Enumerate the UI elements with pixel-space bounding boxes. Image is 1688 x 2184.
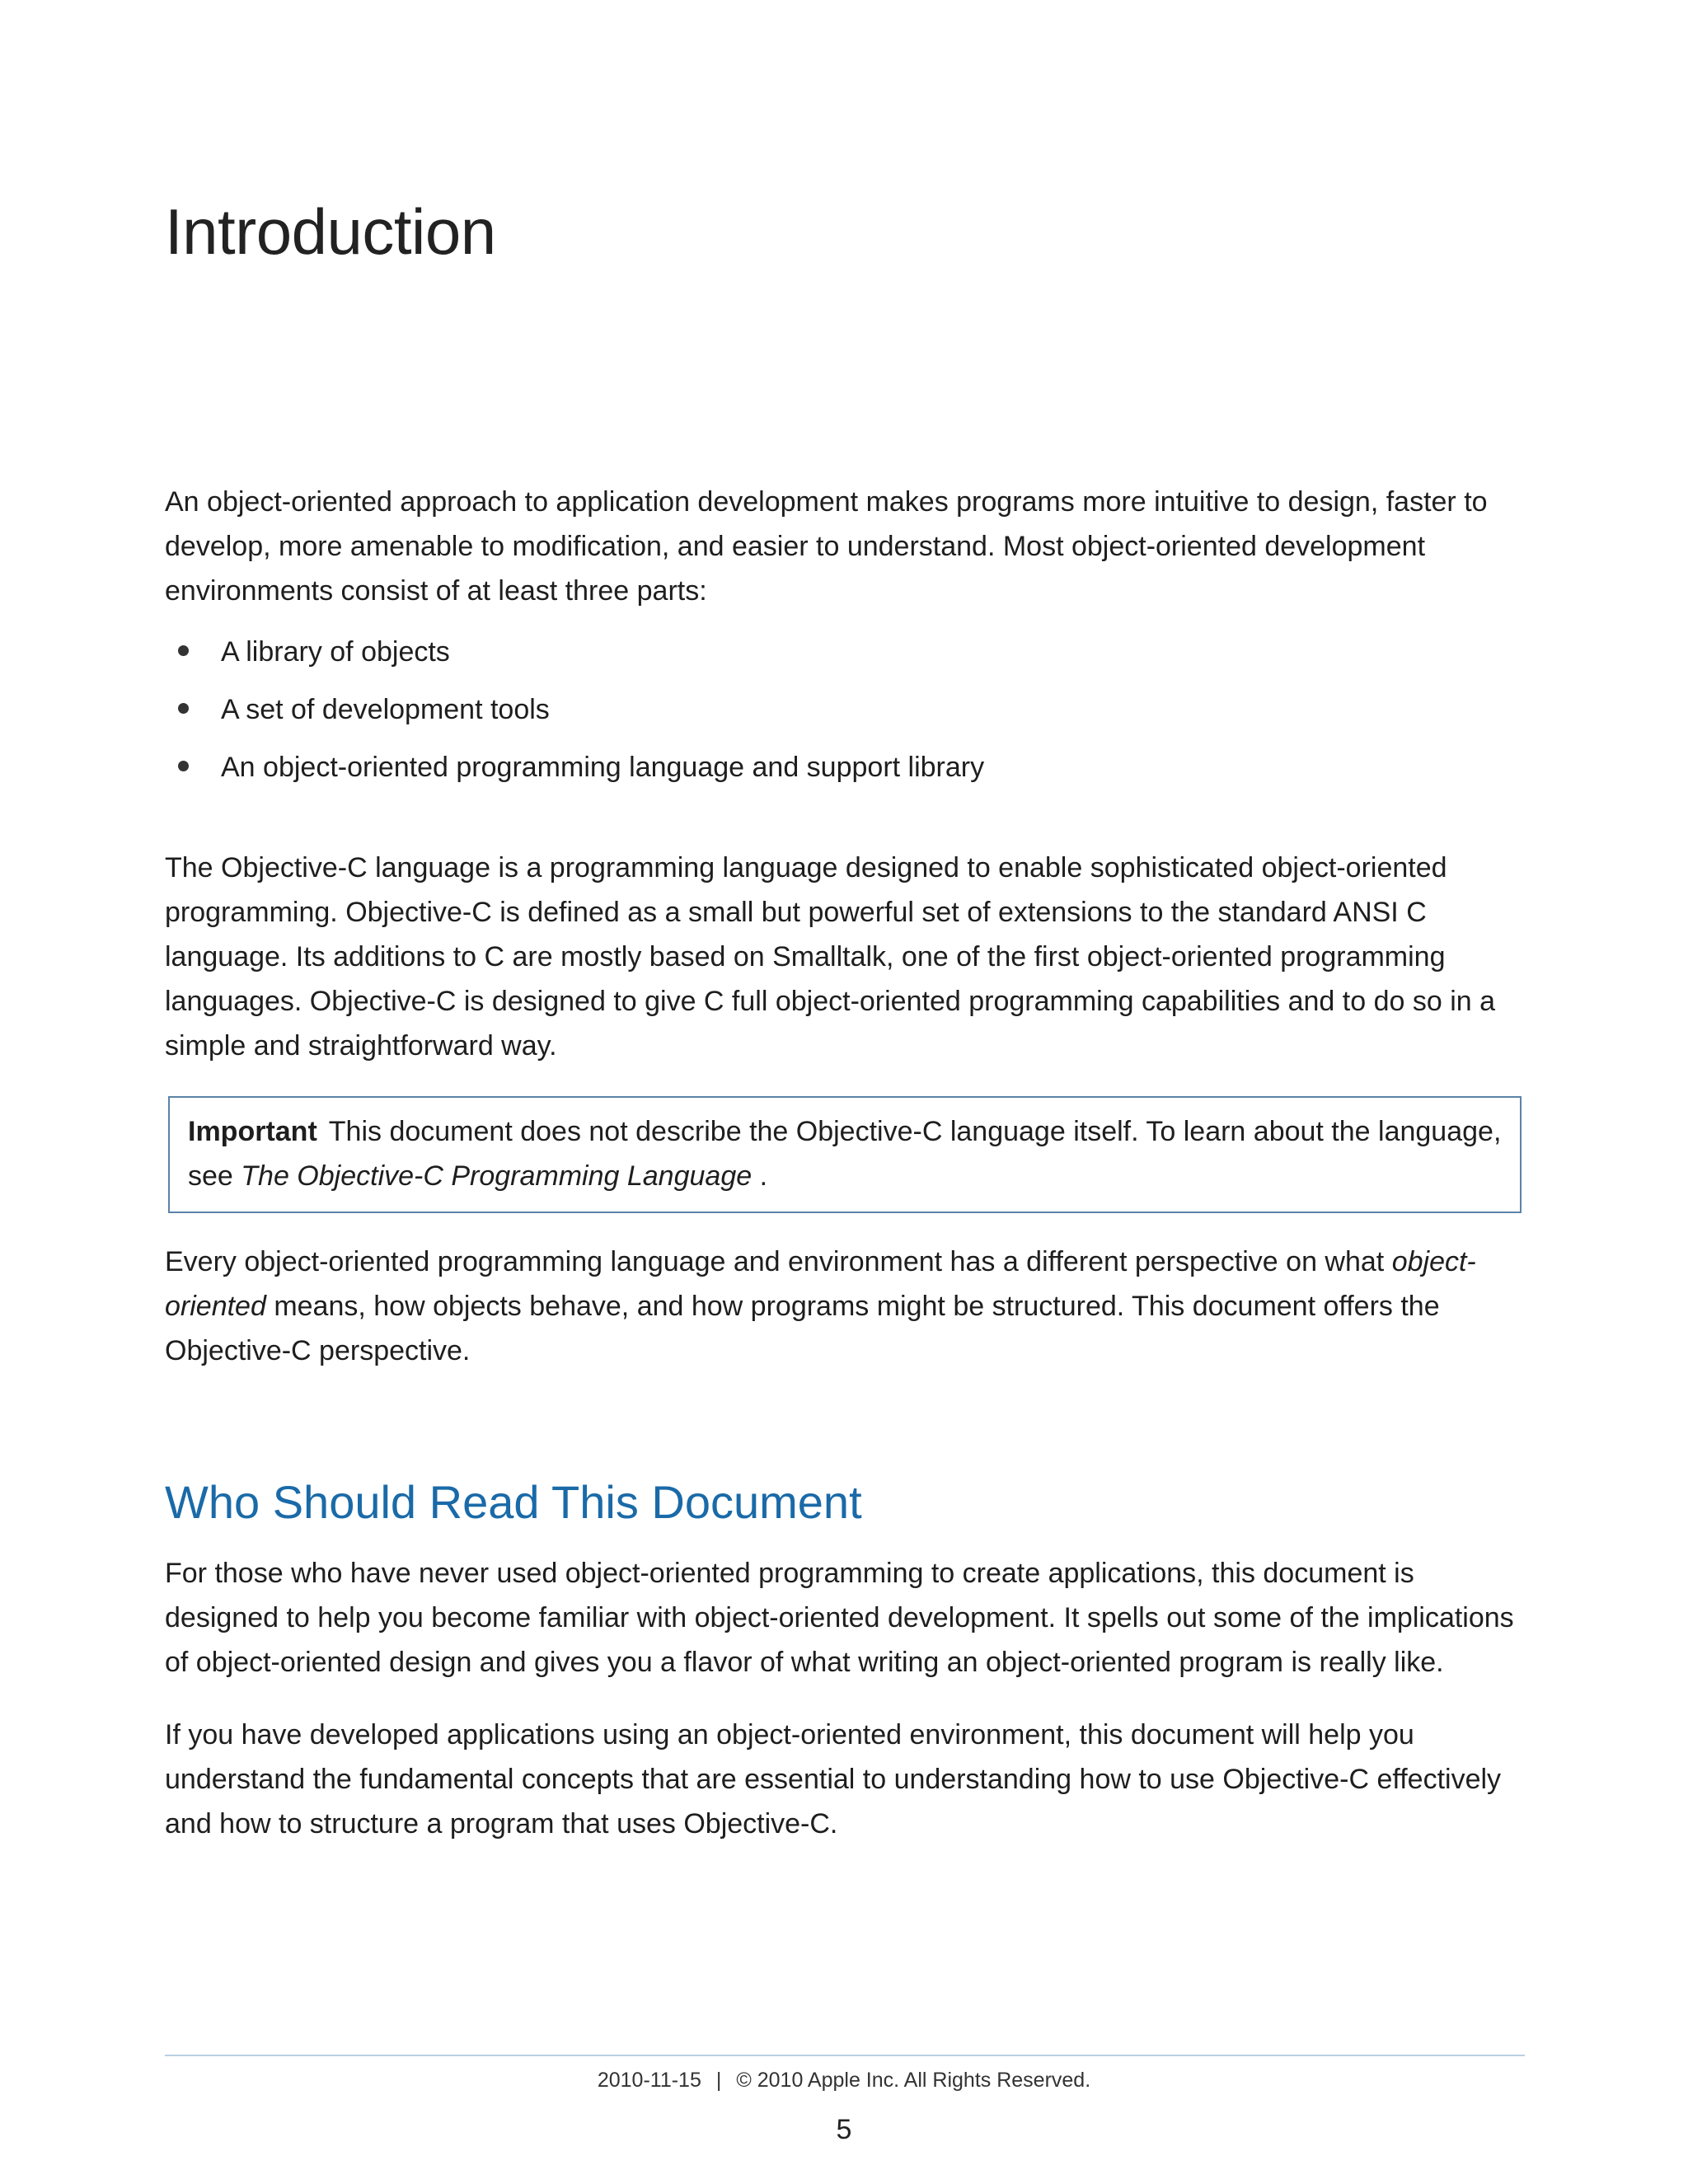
- important-note-text: [188, 1109, 1502, 1198]
- chapter-title: Introduction: [165, 195, 496, 268]
- footer-divider: [165, 2055, 1525, 2056]
- important-note-box: [168, 1096, 1522, 1213]
- perspective-text-after: means, how objects behave, and how programs might be structured. This document offers the Objective-C perspective.: [165, 1291, 1440, 1366]
- component-list: [165, 630, 1525, 803]
- important-text-after: .: [752, 1160, 768, 1192]
- bullet-icon: [178, 645, 189, 656]
- footer-meta: [0, 2069, 1688, 2093]
- list-item-text: An object-oriented programming language and support library: [221, 752, 985, 783]
- list-item: [165, 745, 1525, 790]
- bullet-icon: [178, 761, 189, 771]
- footer-copyright: © 2010 Apple Inc. All Rights Reserved.: [736, 2069, 1091, 2092]
- perspective-text-before: Every object-oriented programming language and environment has a different perspective on what: [165, 1246, 1392, 1277]
- perspective-emphasis: object-oriented: [165, 1246, 1476, 1322]
- section-heading: Who Should Read This Document: [165, 1476, 862, 1528]
- footer-separator: |: [715, 2069, 722, 2092]
- bullet-icon: [178, 703, 189, 714]
- list-item: [165, 687, 1525, 732]
- perspective-paragraph: [165, 1240, 1525, 1373]
- objective-c-paragraph: The Objective-C language is a programming language designed to enable sophisticated object-oriented programming. Objective-C is defined as a small but powerful set of extensions to the standard ANSI C language. Its additions to C are mostly based on Smalltalk, one of the first object-oriented programming languages. Objective-C is designed to give C full object-oriented programming capabilities and to do so in a simple and straightforward way.: [165, 852, 1496, 1062]
- important-label: Important: [188, 1116, 317, 1147]
- footer-date: 2010-11-15: [597, 2069, 701, 2092]
- list-item-text: A library of objects: [221, 636, 450, 668]
- list-item-text: A set of development tools: [221, 694, 550, 725]
- document-title-link[interactable]: The Objective-C Programming Language: [241, 1160, 753, 1192]
- who-should-read-paragraph-2: If you have developed applications using an object-oriented environment, this document will help you understand the fundamental concepts that are essential to understanding how to use Objective-C effectively and how to structure a program that uses Objective-C.: [165, 1719, 1502, 1840]
- list-item: [165, 630, 1525, 674]
- intro-paragraph: An object-oriented approach to application development makes programs more intuitive to design, faster to develop, more amenable to modification, and easier to understand. Most object-oriented development environments consist of at least three parts:: [165, 486, 1488, 607]
- page-number: 5: [836, 2114, 852, 2145]
- who-should-read-paragraph-1: For those who have never used object-oriented programming to create applications, this document is designed to help you become familiar with object-oriented development. It spells out some of the implications of object-oriented design and gives you a flavor of what writing an object-oriented program is really like.: [165, 1558, 1514, 1678]
- important-text-before: This document does not describe the Objective-C language itself. To learn about the language, see: [188, 1116, 1502, 1192]
